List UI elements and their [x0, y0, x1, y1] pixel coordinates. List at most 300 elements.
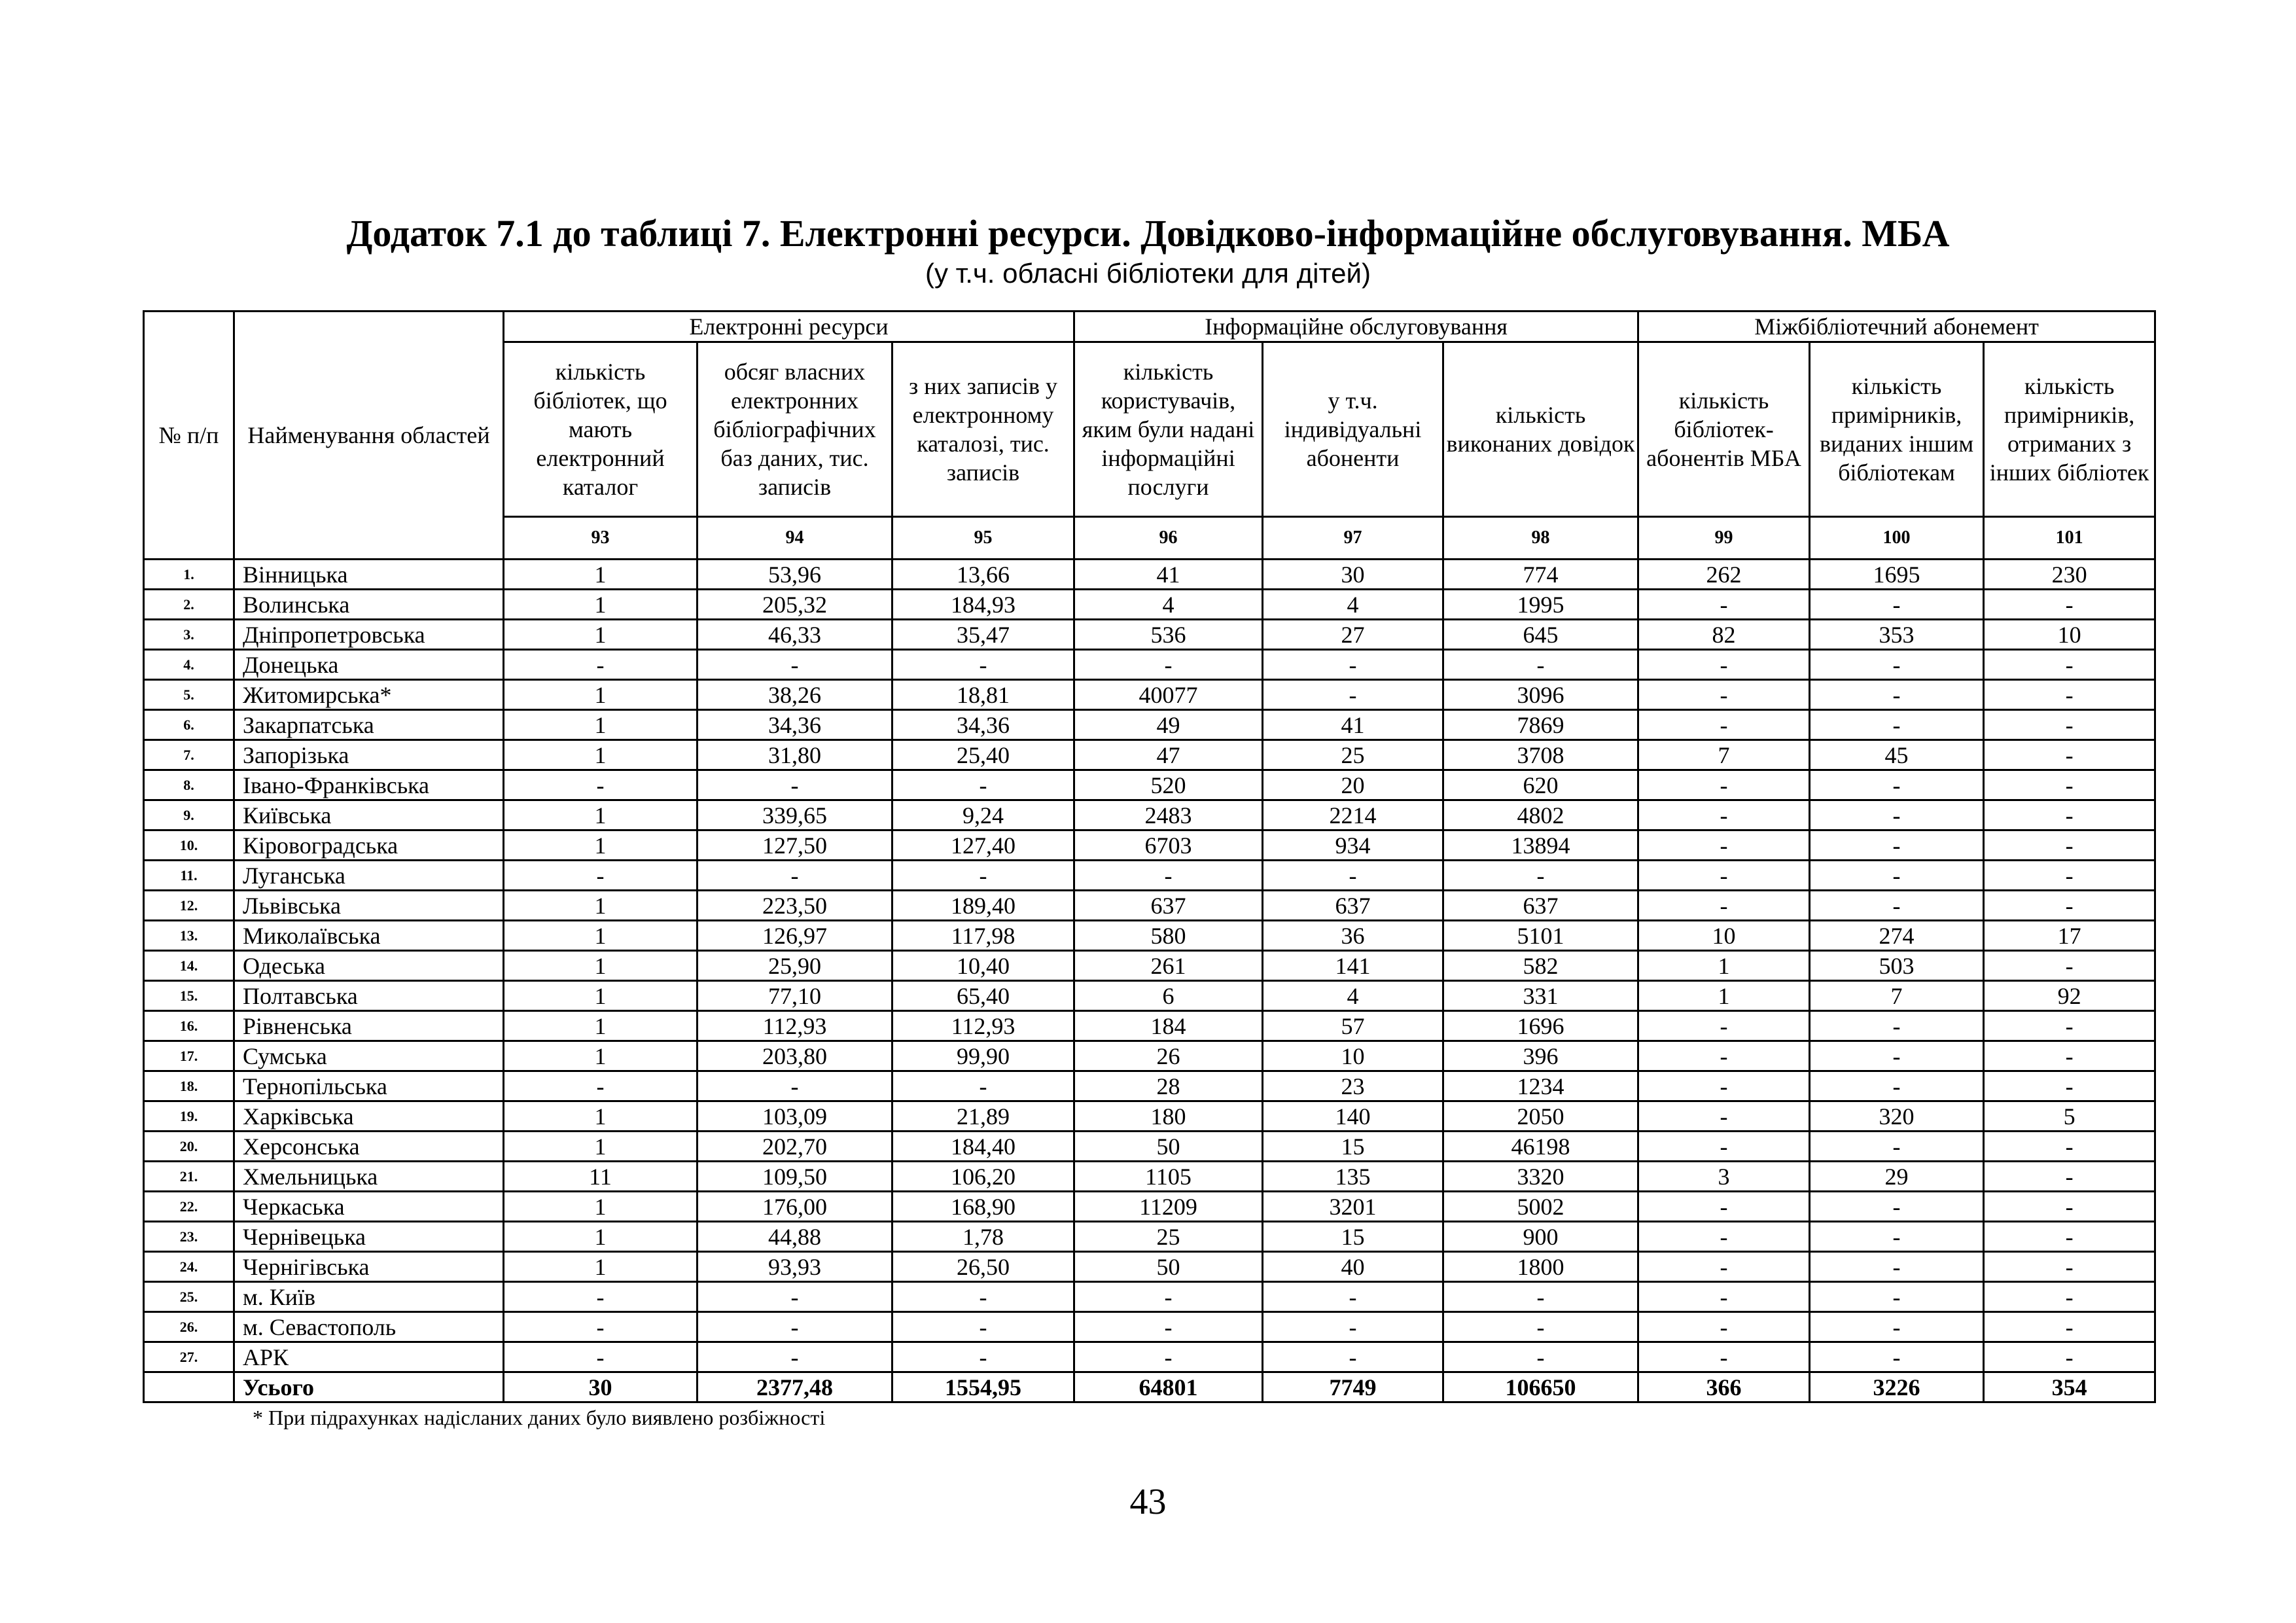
row-number: 21.	[144, 1162, 234, 1192]
table-cell: 520	[1074, 770, 1263, 800]
total-cell: 366	[1638, 1372, 1810, 1402]
table-cell: -	[1984, 1252, 2155, 1282]
table-cell: 6	[1074, 981, 1263, 1011]
table-cell: 10,40	[892, 951, 1074, 981]
row-number: 11.	[144, 861, 234, 891]
table-cell: 50	[1074, 1252, 1263, 1282]
table-cell: 11209	[1074, 1192, 1263, 1222]
total-label: Усього	[234, 1372, 504, 1402]
table-cell: 1	[504, 1011, 698, 1041]
table-cell: -	[1074, 861, 1263, 891]
region-name: Луганська	[234, 861, 504, 891]
table-cell: 180	[1074, 1101, 1263, 1132]
page-subtitle: (у т.ч. обласні бібліотеки для дітей)	[925, 258, 1371, 289]
table-cell: 1	[504, 1132, 698, 1162]
table-cell: -	[1984, 891, 2155, 921]
table-cell: 637	[1263, 891, 1443, 921]
row-number: 27.	[144, 1342, 234, 1372]
region-name: Черкаська	[234, 1192, 504, 1222]
table-row	[144, 1162, 2155, 1192]
table-row	[144, 1222, 2155, 1252]
table-cell: -	[1638, 1312, 1810, 1342]
table-cell: -	[1443, 1342, 1638, 1372]
table-cell: 536	[1074, 620, 1263, 650]
table-row	[144, 680, 2155, 710]
table-cell: -	[1638, 710, 1810, 740]
table-cell: -	[1638, 1041, 1810, 1071]
table-row	[144, 830, 2155, 861]
region-name: Полтавська	[234, 981, 504, 1011]
table-cell: 46,33	[698, 620, 892, 650]
table-cell: 320	[1810, 1101, 1984, 1132]
table-cell: 3708	[1443, 740, 1638, 770]
table-cell: -	[1810, 861, 1984, 891]
region-name: Рівненська	[234, 1011, 504, 1041]
table-cell: -	[1984, 800, 2155, 830]
row-number: 20.	[144, 1132, 234, 1162]
table-cell: -	[1263, 1342, 1443, 1372]
column-header: кількість користувачів, яким були надані інформаційні послуги	[1074, 342, 1263, 517]
table-cell: 9,24	[892, 800, 1074, 830]
table-cell: -	[1984, 1282, 2155, 1312]
table-cell: 774	[1443, 560, 1638, 590]
header-row-number: № п/п	[144, 312, 234, 560]
table-cell: 27	[1263, 620, 1443, 650]
table-cell: 82	[1638, 620, 1810, 650]
row-number: 26.	[144, 1312, 234, 1342]
row-number: 10.	[144, 830, 234, 861]
column-header: кількість бібліотек-абонентів МБА	[1638, 342, 1810, 517]
table-cell: 3320	[1443, 1162, 1638, 1192]
table-cell: -	[698, 1071, 892, 1101]
region-name: Донецька	[234, 650, 504, 680]
table-cell: 13,66	[892, 560, 1074, 590]
table-cell: 261	[1074, 951, 1263, 981]
region-name: Кіровоградська	[234, 830, 504, 861]
table-row	[144, 740, 2155, 770]
table-cell: 127,40	[892, 830, 1074, 861]
table-cell: -	[504, 861, 698, 891]
table-cell: -	[1074, 1282, 1263, 1312]
table-cell: 23	[1263, 1071, 1443, 1101]
table-cell: 2050	[1443, 1101, 1638, 1132]
table-cell: -	[1810, 770, 1984, 800]
table-cell: 1	[1638, 951, 1810, 981]
table-cell: -	[1638, 1011, 1810, 1041]
table-cell: 205,32	[698, 590, 892, 620]
table-cell: 34,36	[698, 710, 892, 740]
region-name: Хмельницька	[234, 1162, 504, 1192]
table-cell: -	[1263, 680, 1443, 710]
table-cell: -	[1638, 650, 1810, 680]
table-cell: 53,96	[698, 560, 892, 590]
total-cell: 30	[504, 1372, 698, 1402]
table-cell: -	[1638, 1252, 1810, 1282]
row-number: 8.	[144, 770, 234, 800]
table-cell: 262	[1638, 560, 1810, 590]
column-header: кількість виконаних довідок	[1443, 342, 1638, 517]
table-cell: 6703	[1074, 830, 1263, 861]
region-name: Миколаївська	[234, 921, 504, 951]
table-cell: 26,50	[892, 1252, 1074, 1282]
table-cell: 637	[1443, 891, 1638, 921]
column-header: кількість примірників, отриманих з інших бібліотек	[1984, 342, 2155, 517]
table-cell: 50	[1074, 1132, 1263, 1162]
table-cell: 1	[504, 800, 698, 830]
table-row	[144, 650, 2155, 680]
table-cell: -	[892, 1342, 1074, 1372]
table-cell: 77,10	[698, 981, 892, 1011]
table-cell: 7	[1638, 740, 1810, 770]
header-group-interlibrary-loan: Міжбібліотечний абонемент	[1638, 312, 2155, 342]
table-cell: 4802	[1443, 800, 1638, 830]
table-cell: -	[892, 861, 1074, 891]
table-cell: 1	[504, 740, 698, 770]
table-cell: -	[892, 650, 1074, 680]
table-cell: 4	[1263, 981, 1443, 1011]
table-cell: 25	[1074, 1222, 1263, 1252]
table-cell: -	[1638, 590, 1810, 620]
total-cell: 1554,95	[892, 1372, 1074, 1402]
table-cell: 7	[1810, 981, 1984, 1011]
table-cell: 28	[1074, 1071, 1263, 1101]
table-cell: -	[504, 770, 698, 800]
table-cell: -	[1638, 1192, 1810, 1222]
table-cell: -	[1638, 861, 1810, 891]
table-cell: 274	[1810, 921, 1984, 951]
table-cell: 1	[504, 1041, 698, 1071]
table-cell: -	[892, 770, 1074, 800]
column-number: 95	[892, 517, 1074, 560]
table-cell: 580	[1074, 921, 1263, 951]
table-row	[144, 1041, 2155, 1071]
table-cell: -	[698, 861, 892, 891]
total-row-number	[144, 1372, 234, 1402]
table-cell: 18,81	[892, 680, 1074, 710]
table-cell: -	[1638, 1222, 1810, 1252]
table-cell: 112,93	[892, 1011, 1074, 1041]
table-cell: -	[1263, 1282, 1443, 1312]
table-cell: -	[1984, 650, 2155, 680]
table-cell: 503	[1810, 951, 1984, 981]
total-cell: 354	[1984, 1372, 2155, 1402]
table-cell: -	[1984, 1342, 2155, 1372]
table-cell: 1234	[1443, 1071, 1638, 1101]
column-number: 98	[1443, 517, 1638, 560]
table-cell: -	[1984, 1041, 2155, 1071]
page-title: Додаток 7.1 до таблиці 7. Електронні ресурси. Довідково-інформаційне обслуговування. МБА	[346, 212, 1950, 255]
table-cell: 92	[1984, 981, 2155, 1011]
table-cell: -	[1810, 1192, 1984, 1222]
table-cell: 11	[504, 1162, 698, 1192]
table-cell: -	[1984, 1132, 2155, 1162]
table-cell: 637	[1074, 891, 1263, 921]
table-cell: 35,47	[892, 620, 1074, 650]
table-cell: -	[1984, 740, 2155, 770]
table-cell: 26	[1074, 1041, 1263, 1071]
table-cell: 135	[1263, 1162, 1443, 1192]
table-cell: -	[1810, 800, 1984, 830]
table-cell: 396	[1443, 1041, 1638, 1071]
table-cell: 1	[504, 951, 698, 981]
table-cell: -	[1638, 891, 1810, 921]
table-cell: -	[1810, 1011, 1984, 1041]
table-cell: 1	[504, 1192, 698, 1222]
table-cell: 5002	[1443, 1192, 1638, 1222]
table-cell: -	[1638, 830, 1810, 861]
table-cell: -	[1810, 1342, 1984, 1372]
table-row	[144, 710, 2155, 740]
table-cell: 47	[1074, 740, 1263, 770]
table-cell: 934	[1263, 830, 1443, 861]
table-cell: 1	[504, 1222, 698, 1252]
table-cell: -	[1984, 1071, 2155, 1101]
table-cell: 176,00	[698, 1192, 892, 1222]
region-name: Волинська	[234, 590, 504, 620]
table-cell: 1	[504, 680, 698, 710]
table-cell: -	[1984, 590, 2155, 620]
table-cell: 620	[1443, 770, 1638, 800]
table-cell: -	[1443, 1282, 1638, 1312]
table-cell: 41	[1263, 710, 1443, 740]
table-row	[144, 620, 2155, 650]
region-name: Житомирська*	[234, 680, 504, 710]
table-cell: 31,80	[698, 740, 892, 770]
table-cell: 30	[1263, 560, 1443, 590]
row-number: 16.	[144, 1011, 234, 1041]
table-cell: 3201	[1263, 1192, 1443, 1222]
header-group-electronic-resources: Електронні ресурси	[504, 312, 1074, 342]
column-number: 101	[1984, 517, 2155, 560]
table-cell: -	[1638, 1282, 1810, 1312]
table-cell: -	[1984, 861, 2155, 891]
region-name: Чернівецька	[234, 1222, 504, 1252]
table-cell: 1695	[1810, 560, 1984, 590]
column-header: кількість бібліотек, що мають електронний каталог	[504, 342, 698, 517]
footnote: * При підрахунках надісланих даних було виявлено розбіжності	[253, 1406, 826, 1429]
table-row	[144, 1071, 2155, 1101]
column-number: 96	[1074, 517, 1263, 560]
table-cell: -	[504, 1071, 698, 1101]
table-cell: 203,80	[698, 1041, 892, 1071]
table-cell: -	[698, 1312, 892, 1342]
table-cell: -	[1074, 1342, 1263, 1372]
table-cell: 112,93	[698, 1011, 892, 1041]
row-number: 19.	[144, 1101, 234, 1132]
table-cell: 106,20	[892, 1162, 1074, 1192]
region-name: м. Київ	[234, 1282, 504, 1312]
row-number: 24.	[144, 1252, 234, 1282]
table-cell: -	[1984, 1312, 2155, 1342]
table-cell: 230	[1984, 560, 2155, 590]
table-cell: -	[1810, 710, 1984, 740]
table-cell: 1	[504, 1101, 698, 1132]
table-cell: 582	[1443, 951, 1638, 981]
table-cell: -	[1810, 1312, 1984, 1342]
table-cell: 38,26	[698, 680, 892, 710]
table-cell: 1	[504, 590, 698, 620]
table-cell: 93,93	[698, 1252, 892, 1282]
header-region-name: Найменування областей	[234, 312, 504, 560]
table-row	[144, 981, 2155, 1011]
table-cell: 184,93	[892, 590, 1074, 620]
table-cell: 331	[1443, 981, 1638, 1011]
table-cell: 141	[1263, 951, 1443, 981]
column-header: у т.ч. індивідуальні абоненти	[1263, 342, 1443, 517]
table-cell: 1,78	[892, 1222, 1074, 1252]
table-cell: 184	[1074, 1011, 1263, 1041]
table-cell: 25,40	[892, 740, 1074, 770]
region-name: Херсонська	[234, 1132, 504, 1162]
table-cell: 189,40	[892, 891, 1074, 921]
table-cell: 17	[1984, 921, 2155, 951]
table-row	[144, 1011, 2155, 1041]
table-cell: -	[1443, 861, 1638, 891]
total-cell: 7749	[1263, 1372, 1443, 1402]
table-cell: 25,90	[698, 951, 892, 981]
total-cell: 106650	[1443, 1372, 1638, 1402]
row-number: 14.	[144, 951, 234, 981]
region-name: Київська	[234, 800, 504, 830]
table-cell: -	[1810, 891, 1984, 921]
table-cell: 1	[504, 921, 698, 951]
table-cell: 109,50	[698, 1162, 892, 1192]
table-cell: -	[1984, 1222, 2155, 1252]
row-number: 12.	[144, 891, 234, 921]
region-name: Дніпропетровська	[234, 620, 504, 650]
column-header: кількість примірників, виданих іншим бібліотекам	[1810, 342, 1984, 517]
table-cell: -	[504, 1312, 698, 1342]
table-cell: -	[1984, 710, 2155, 740]
page-number: 43	[1129, 1482, 1167, 1522]
table-cell: -	[1810, 830, 1984, 861]
table-row	[144, 891, 2155, 921]
table-cell: 1995	[1443, 590, 1638, 620]
table-cell: 25	[1263, 740, 1443, 770]
table-cell: 29	[1810, 1162, 1984, 1192]
table-cell: -	[1810, 1222, 1984, 1252]
table-cell: -	[1638, 1342, 1810, 1372]
row-number: 25.	[144, 1282, 234, 1312]
table-cell: -	[1984, 680, 2155, 710]
row-number: 3.	[144, 620, 234, 650]
table-cell: 223,50	[698, 891, 892, 921]
region-name: Сумська	[234, 1041, 504, 1071]
table-row	[144, 861, 2155, 891]
table-cell: -	[1638, 1132, 1810, 1162]
table-row	[144, 1101, 2155, 1132]
region-name: Львівська	[234, 891, 504, 921]
table-row	[144, 1282, 2155, 1312]
table-row	[144, 560, 2155, 590]
table-cell: -	[892, 1312, 1074, 1342]
table-row	[144, 770, 2155, 800]
table-cell: 353	[1810, 620, 1984, 650]
region-name: Івано-Франківська	[234, 770, 504, 800]
column-header: обсяг власних електронних бібліографічних баз даних, тис. записів	[698, 342, 892, 517]
table-cell: 184,40	[892, 1132, 1074, 1162]
table-row	[144, 800, 2155, 830]
table-cell: -	[892, 1071, 1074, 1101]
table-cell: -	[1810, 1071, 1984, 1101]
table-cell: -	[698, 1282, 892, 1312]
region-name: Вінницька	[234, 560, 504, 590]
table-cell: -	[1263, 1312, 1443, 1342]
table-cell: -	[1984, 830, 2155, 861]
table-cell: 10	[1984, 620, 2155, 650]
table-cell: 40077	[1074, 680, 1263, 710]
table-cell: 15	[1263, 1132, 1443, 1162]
table-cell: -	[1984, 1192, 2155, 1222]
table-cell: -	[1810, 1252, 1984, 1282]
row-number: 7.	[144, 740, 234, 770]
table-cell: -	[1810, 1132, 1984, 1162]
table-cell: -	[1810, 680, 1984, 710]
table-cell: -	[1443, 1312, 1638, 1342]
table-cell: 13894	[1443, 830, 1638, 861]
table-cell: 57	[1263, 1011, 1443, 1041]
row-number: 4.	[144, 650, 234, 680]
table-cell: 202,70	[698, 1132, 892, 1162]
table-cell: 168,90	[892, 1192, 1074, 1222]
table-cell: 127,50	[698, 830, 892, 861]
region-name: м. Севастополь	[234, 1312, 504, 1342]
header-group-information-service: Інформаційне обслуговування	[1074, 312, 1638, 342]
table-cell: 20	[1263, 770, 1443, 800]
row-number: 1.	[144, 560, 234, 590]
column-number: 97	[1263, 517, 1443, 560]
row-number: 15.	[144, 981, 234, 1011]
table-cell: -	[1984, 1011, 2155, 1041]
table-cell: -	[1074, 650, 1263, 680]
row-number: 17.	[144, 1041, 234, 1071]
table-cell: 7869	[1443, 710, 1638, 740]
column-number: 100	[1810, 517, 1984, 560]
table-cell: 140	[1263, 1101, 1443, 1132]
table-cell: 40	[1263, 1252, 1443, 1282]
table-cell: 15	[1263, 1222, 1443, 1252]
table-cell: 1	[504, 560, 698, 590]
table-cell: -	[1638, 800, 1810, 830]
table-cell: 5	[1984, 1101, 2155, 1132]
total-cell: 64801	[1074, 1372, 1263, 1402]
table-cell: 4	[1074, 590, 1263, 620]
table-cell: 46198	[1443, 1132, 1638, 1162]
table-row	[144, 1342, 2155, 1372]
table-cell: 44,88	[698, 1222, 892, 1252]
table-cell: 3096	[1443, 680, 1638, 710]
table-cell: 49	[1074, 710, 1263, 740]
row-number: 6.	[144, 710, 234, 740]
region-name: Запорізька	[234, 740, 504, 770]
table-cell: 2214	[1263, 800, 1443, 830]
table-cell: -	[1984, 1162, 2155, 1192]
table-cell: -	[1984, 770, 2155, 800]
table-row	[144, 951, 2155, 981]
table-cell: 1	[504, 981, 698, 1011]
table-cell: -	[1810, 1282, 1984, 1312]
table-cell: 41	[1074, 560, 1263, 590]
region-name: АРК	[234, 1342, 504, 1372]
region-name: Закарпатська	[234, 710, 504, 740]
table-cell: 1	[504, 830, 698, 861]
table-cell: 10	[1638, 921, 1810, 951]
row-number: 23.	[144, 1222, 234, 1252]
table-row	[144, 1192, 2155, 1222]
region-name: Харківська	[234, 1101, 504, 1132]
table-cell: -	[504, 650, 698, 680]
table-cell: -	[1263, 861, 1443, 891]
